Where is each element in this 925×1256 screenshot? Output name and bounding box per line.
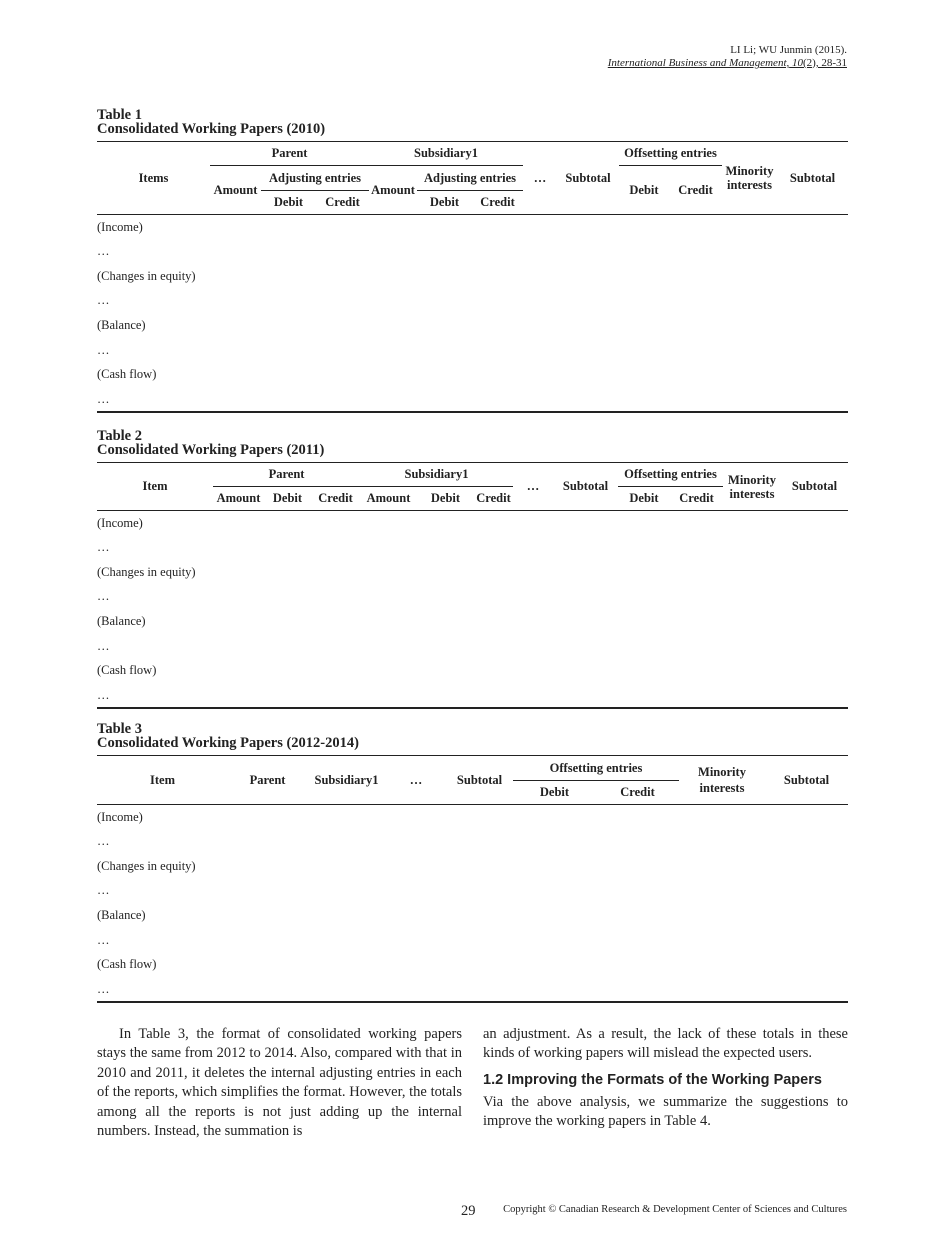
table-row xyxy=(97,289,848,314)
table1-label: Table 1 xyxy=(97,107,142,123)
row-label: … xyxy=(97,540,110,555)
table3-minority-line2: interests xyxy=(699,781,745,795)
table-row xyxy=(97,609,848,634)
header-journal xyxy=(608,57,847,70)
table2-minority-line2: interests xyxy=(729,486,775,501)
row-label: (Changes in equity) xyxy=(97,268,196,283)
table1-header-sub-debit: Debit xyxy=(417,191,472,215)
table2-header-offset-debit: Debit xyxy=(618,487,670,511)
table1-minority-line2: interests xyxy=(727,178,772,192)
row-label: … xyxy=(97,293,110,308)
table1-header-offsetting: Offsetting entries xyxy=(619,142,722,166)
row-label: … xyxy=(97,683,848,708)
row-label: (Cash flow) xyxy=(97,957,157,972)
table2-header-parent-credit: Credit xyxy=(311,487,360,511)
table1-header-subtotal: Subtotal xyxy=(557,142,619,215)
section-heading: 1.2 Improving the Formats of the Working Papers xyxy=(483,1072,822,1088)
table2-header-item: Item xyxy=(97,463,213,511)
table-row xyxy=(97,659,848,684)
left-paragraph: In Table 3, the format of consolidated working papers stays the same from 2012 to 2014. Also, compared with that in 2010 and 2011, it deletes the internal adjusting entries in each of the reports, which simplifies the format. However, the totals among all the reports is not just adding up the internal numbers. Instead, the summation is xyxy=(97,1026,462,1140)
table-row xyxy=(97,215,848,240)
table2-header-parent-amount: Amount xyxy=(213,487,264,511)
table2-header-subsidiary: Subsidiary1 xyxy=(360,463,513,487)
table1-header-subtotal-final: Subtotal xyxy=(777,142,848,215)
table3-header-offsetting: Offsetting entries xyxy=(513,756,679,781)
journal-volume: 10 xyxy=(792,57,803,69)
right-column-text-bottom xyxy=(483,1093,848,1132)
table3-header-subsidiary: Subsidiary1 xyxy=(307,756,386,805)
table1-header-items: Items xyxy=(97,142,210,215)
table3-header-offset-credit: Credit xyxy=(596,781,679,805)
table-row xyxy=(97,511,848,536)
row-label: … xyxy=(97,883,110,898)
table-row xyxy=(97,953,848,978)
table-row xyxy=(97,387,848,412)
table-row xyxy=(97,634,848,659)
table3 xyxy=(97,755,848,1003)
table1-header-ellipsis: … xyxy=(523,142,557,215)
page-number: 29 xyxy=(461,1203,476,1219)
table-row xyxy=(97,264,848,289)
table-row xyxy=(97,805,848,830)
table2-title: Consolidated Working Papers (2011) xyxy=(97,442,325,458)
table-row xyxy=(97,928,848,953)
row-label: … xyxy=(97,244,110,259)
table-row xyxy=(97,338,848,363)
row-label: (Income) xyxy=(97,219,143,234)
table-row xyxy=(97,683,848,708)
table3-caption xyxy=(97,722,359,750)
table3-header-item: Item xyxy=(97,756,228,805)
table-row xyxy=(97,903,848,928)
table1-header-parent-adjusting: Adjusting entries xyxy=(261,166,369,191)
table3-header-minority xyxy=(679,756,765,805)
table2-header-sub-debit: Debit xyxy=(417,487,474,511)
row-label: … xyxy=(97,342,110,357)
table1-header-parent: Parent xyxy=(210,142,369,166)
table-row xyxy=(97,879,848,904)
table1-header-minority xyxy=(722,142,777,215)
copyright-notice: Copyright © Canadian Research & Development Center of Sciences and Cultures xyxy=(503,1204,847,1215)
table2-header-sub-amount: Amount xyxy=(360,487,417,511)
table2-caption xyxy=(97,429,324,457)
table3-title: Consolidated Working Papers (2012-2014) xyxy=(97,735,359,751)
table-row xyxy=(97,535,848,560)
row-label: (Changes in equity) xyxy=(97,564,196,579)
left-column-text xyxy=(97,1025,462,1141)
table2-header-sub-credit: Credit xyxy=(474,487,513,511)
table-row xyxy=(97,239,848,264)
row-label: (Cash flow) xyxy=(97,663,157,678)
table-row xyxy=(97,313,848,338)
right-paragraph-2: Via the above analysis, we summarize the suggestions to improve the working papers in Table 4. xyxy=(483,1094,848,1130)
table-row xyxy=(97,585,848,610)
table3-header-ellipsis: … xyxy=(386,756,446,805)
table3-header-parent: Parent xyxy=(228,756,307,805)
table3-header-offset-debit: Debit xyxy=(513,781,596,805)
row-label: … xyxy=(97,977,848,1002)
row-label: (Cash flow) xyxy=(97,367,157,382)
journal-issue-pages: (2), 28-31 xyxy=(803,57,847,69)
table2-header-offset-credit: Credit xyxy=(670,487,723,511)
table2 xyxy=(97,462,848,709)
row-label: … xyxy=(97,387,848,412)
table3-header-subtotal: Subtotal xyxy=(446,756,513,805)
table-row xyxy=(97,977,848,1002)
right-column-text-top xyxy=(483,1025,848,1064)
table2-header-ellipsis: … xyxy=(513,463,553,511)
table2-header-parent: Parent xyxy=(213,463,360,487)
table1-header-sub-adjusting: Adjusting entries xyxy=(417,166,523,191)
table2-header-minority xyxy=(723,463,781,511)
table1-header-parent-debit: Debit xyxy=(261,191,316,215)
table1-header-offset-debit: Debit xyxy=(619,166,669,215)
table3-header-subtotal-final: Subtotal xyxy=(765,756,848,805)
row-label: (Income) xyxy=(97,809,143,824)
row-label: … xyxy=(97,834,110,849)
row-label: … xyxy=(97,589,110,604)
right-paragraph-1: an adjustment. As a result, the lack of these totals in these kinds of working papers will mislead the expected users. xyxy=(483,1026,848,1062)
row-label: (Balance) xyxy=(97,908,146,923)
running-header xyxy=(608,44,847,70)
table3-label: Table 3 xyxy=(97,721,142,737)
row-label: (Income) xyxy=(97,515,143,530)
table2-minority-line1: Minority xyxy=(728,472,776,487)
table2-header-subtotal: Subtotal xyxy=(553,463,618,511)
table1-header-subsidiary: Subsidiary1 xyxy=(369,142,523,166)
table-row xyxy=(97,829,848,854)
table2-header-subtotal-final: Subtotal xyxy=(781,463,848,511)
table1-header-offset-credit: Credit xyxy=(669,166,722,215)
header-authors: LI Li; WU Junmin (2015). xyxy=(730,44,847,56)
row-label: (Balance) xyxy=(97,318,146,333)
table1-header-parent-amount: Amount xyxy=(210,166,261,215)
table1 xyxy=(97,141,848,413)
row-label: (Balance) xyxy=(97,614,146,629)
table2-header-parent-debit: Debit xyxy=(264,487,311,511)
table1-minority-line1: Minority xyxy=(725,164,774,178)
row-label: … xyxy=(97,638,110,653)
table2-label: Table 2 xyxy=(97,428,142,444)
table-row xyxy=(97,854,848,879)
row-label: … xyxy=(97,932,110,947)
journal-name: International Business and Management, xyxy=(607,57,790,69)
row-label: (Changes in equity) xyxy=(97,858,196,873)
table2-header-offsetting: Offsetting entries xyxy=(618,463,723,487)
table3-minority-line1: Minority xyxy=(698,765,746,779)
table-row xyxy=(97,560,848,585)
table1-header-sub-credit: Credit xyxy=(472,191,523,215)
table-row xyxy=(97,363,848,388)
table1-title: Consolidated Working Papers (2010) xyxy=(97,121,326,137)
table1-caption xyxy=(97,108,325,136)
table1-header-sub-amount: Amount xyxy=(369,166,417,215)
table1-header-parent-credit: Credit xyxy=(316,191,369,215)
